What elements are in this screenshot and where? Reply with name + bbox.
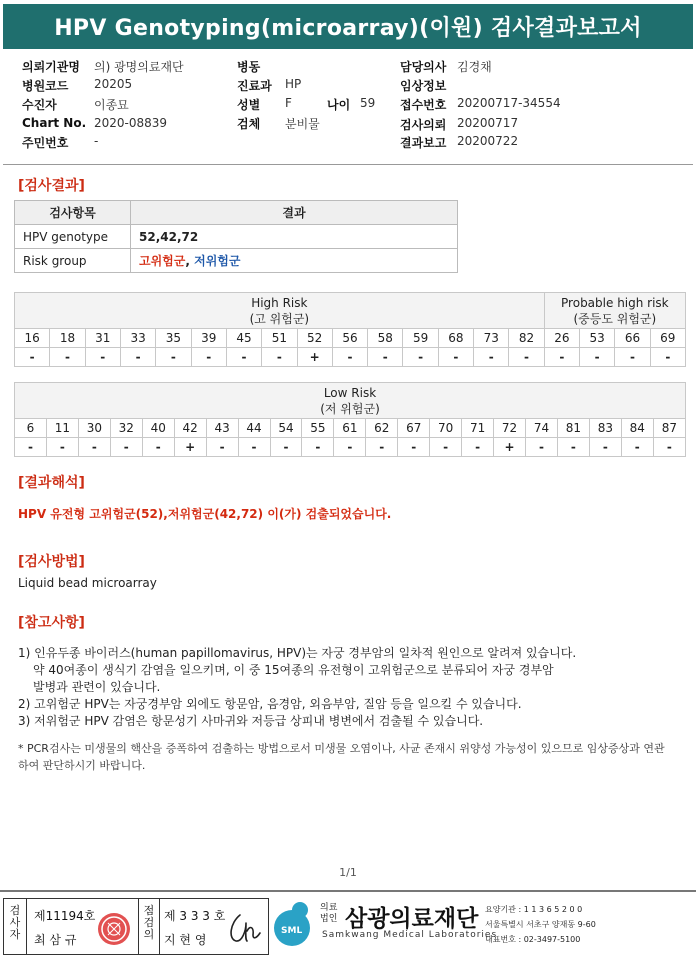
genotype-result-cell: - [142, 438, 174, 457]
genotype-type-cell: 39 [191, 329, 226, 348]
info-label: 접수번호 [400, 98, 447, 112]
divider [138, 899, 139, 954]
high-risk-header [15, 293, 545, 329]
genotype-type-cell: 66 [615, 329, 650, 348]
genotype-type-cell: 72 [494, 419, 526, 438]
info-label: 임상정보 [400, 79, 447, 93]
info-label: 결과보고 [400, 136, 447, 150]
genotype-result-cell: - [526, 438, 558, 457]
risk-label: Risk group [15, 249, 131, 273]
contact-address: 서울특별시 서초구 양재동 9-60 [485, 920, 596, 929]
seal-stamp [96, 911, 132, 947]
reviewer-name: 지 현 영 [164, 933, 207, 947]
info-value: 20200717 [457, 116, 519, 130]
info-value: HP [285, 77, 302, 91]
sml-logo-icon [270, 898, 318, 948]
genotype-type-cell: 44 [238, 419, 270, 438]
genotype-type-cell: 54 [270, 419, 302, 438]
genotype-result-cell: - [15, 348, 50, 367]
genotype-result-cell: - [403, 348, 438, 367]
genotype-result-cell: - [544, 348, 579, 367]
section-result-title: [검사결과] [18, 178, 85, 194]
genotype-type-cell: 59 [403, 329, 438, 348]
genotype-result-cell: - [238, 438, 270, 457]
genotype-type-cell: 58 [368, 329, 403, 348]
genotype-result-cell: - [621, 438, 653, 457]
genotype-result-cell: - [120, 348, 155, 367]
info-value: - [94, 134, 99, 148]
genotype-type-cell: 16 [15, 329, 50, 348]
genotype-result-cell: + [174, 438, 206, 457]
genotype-type-cell: 62 [366, 419, 398, 438]
high-risk-title-ko: (고 위험군) [249, 311, 310, 326]
info-label: 수진자 [22, 98, 57, 112]
genotype-result-cell: - [580, 348, 615, 367]
genotype-type-cell: 30 [78, 419, 110, 438]
info-label: 담당의사 [400, 60, 447, 74]
genotype-result-cell: - [509, 348, 544, 367]
info-label: 성별 [237, 98, 261, 112]
genotype-result-cell: - [191, 348, 226, 367]
genotype-result-cell: - [226, 348, 261, 367]
genotype-type-cell: 87 [653, 419, 685, 438]
high-types-row [15, 329, 686, 348]
genotype-result-cell: - [366, 438, 398, 457]
risk-value [131, 249, 458, 273]
genotype-type-cell: 61 [334, 419, 366, 438]
genotype-type-cell: 73 [474, 329, 509, 348]
genotype-type-cell: 74 [526, 419, 558, 438]
info-value: 김경채 [457, 60, 492, 74]
reviewer-number: 제 3 3 3 호 [164, 909, 226, 923]
genotype-type-cell: 40 [142, 419, 174, 438]
section-method-title: [검사방법] [18, 554, 85, 570]
info-label: 주민번호 [22, 136, 69, 150]
reference-line: 2) 고위험군 HPV는 자궁경부암 외에도 항문암, 음경암, 외음부암, 질암 등을 일으킬 수 있습니다. [18, 697, 522, 711]
genotype-type-cell: 18 [50, 329, 85, 348]
contact-phone: 대표번호 : 02-3497-5100 [485, 935, 581, 944]
genotype-type-cell: 42 [174, 419, 206, 438]
handwritten-signature [226, 909, 266, 947]
genotype-type-cell: 71 [462, 419, 494, 438]
reviewer-label: 점검의 [143, 904, 155, 941]
info-value: 의) 광명의료재단 [94, 60, 184, 74]
footer-divider [0, 890, 696, 892]
logo-text: SML [281, 926, 303, 936]
genotype-result-cell: - [78, 438, 110, 457]
section-reference-title: [참고사항] [18, 615, 85, 631]
org-prefix: 의료 법인 [320, 903, 338, 924]
genotype-result-cell: - [46, 438, 78, 457]
probable-risk-title-ko: (중등도 위험군) [573, 311, 657, 326]
high-risk-title: High Risk [251, 295, 308, 310]
genotype-result-cell: + [494, 438, 526, 457]
low-risk-title-ko: (저 위험군) [320, 401, 380, 416]
genotype-type-cell: 26 [544, 329, 579, 348]
genotype-result-cell: - [589, 438, 621, 457]
table-row [15, 249, 458, 273]
genotype-result-cell: - [462, 438, 494, 457]
genotype-type-cell: 84 [621, 419, 653, 438]
divider [159, 899, 160, 954]
genotype-type-cell: 83 [589, 419, 621, 438]
info-value: 20200717-34554 [457, 96, 561, 110]
info-label: 병동 [237, 60, 261, 74]
low-risk-table [14, 382, 686, 457]
genotype-type-cell: 82 [509, 329, 544, 348]
genotype-result-cell: - [615, 348, 650, 367]
org-name: 삼광의료재단 [345, 906, 479, 932]
info-value: 20205 [94, 77, 133, 91]
genotype-label: HPV genotype [15, 225, 131, 249]
genotype-result-cell: - [302, 438, 334, 457]
risk-separator: , [185, 254, 195, 268]
reference-line: 1) 인유두종 바이러스(human papillomavirus, HPV)는 자궁 경부암의 일차적 원인으로 알려져 있습니다. [18, 646, 577, 660]
genotype-result-cell: - [430, 438, 462, 457]
genotype-type-cell: 32 [110, 419, 142, 438]
genotype-type-cell: 33 [120, 329, 155, 348]
info-value: 분비물 [285, 117, 320, 131]
genotype-type-cell: 69 [650, 329, 685, 348]
genotype-result-cell: - [270, 438, 302, 457]
genotype-type-cell: 52 [297, 329, 332, 348]
reference-line: 3) 저위험군 HPV 감염은 항문성기 사마귀와 저등급 상피내 병변에서 검출될 수 있습니다. [18, 714, 484, 728]
org-english-name: Samkwang Medical Laboratories [322, 930, 498, 940]
genotype-result-cell: - [110, 438, 142, 457]
genotype-type-cell: 45 [226, 329, 261, 348]
genotype-type-cell: 11 [46, 419, 78, 438]
risk-high: 고위험군 [139, 254, 186, 268]
report-title: HPV Genotyping(microarray)(이원) 검사결과보고서 [3, 4, 693, 49]
high-results-row [15, 348, 686, 367]
genotype-result-cell: - [206, 438, 238, 457]
probable-risk-title: Probable high risk [561, 295, 669, 310]
genotype-type-cell: 55 [302, 419, 334, 438]
info-value: 이종묘 [94, 98, 129, 112]
high-risk-table [14, 292, 686, 367]
genotype-type-cell: 53 [580, 329, 615, 348]
low-results-row [15, 438, 686, 457]
genotype-result-cell: - [557, 438, 589, 457]
col-item-header: 검사항목 [15, 201, 131, 225]
info-label: 진료과 [237, 79, 272, 93]
genotype-result-cell: - [334, 438, 366, 457]
genotype-result-cell: + [297, 348, 332, 367]
interpretation-text: HPV 유전형 고위험군(52),저위험군(42,72) 이(가) 검출되었습니다. [18, 507, 392, 521]
divider [26, 899, 27, 954]
info-value: F [285, 96, 292, 110]
tester-label: 검사자 [9, 904, 21, 941]
genotype-type-cell: 56 [332, 329, 367, 348]
info-value: 2020-08839 [94, 116, 168, 130]
genotype-result-cell: - [474, 348, 509, 367]
low-risk-header [15, 383, 686, 419]
genotype-result-cell: - [85, 348, 120, 367]
probable-risk-header [544, 293, 685, 329]
genotype-type-cell: 51 [262, 329, 297, 348]
high-risk-header-row [15, 293, 686, 329]
method-text: Liquid bead microarray [18, 576, 157, 590]
signature-box [3, 898, 269, 955]
genotype-result-cell: - [156, 348, 191, 367]
divider [3, 164, 693, 165]
tester-number: 제11194호 [34, 909, 96, 923]
risk-low: 저위험군 [194, 254, 241, 268]
result-table [14, 200, 458, 273]
info-label: Chart No. [22, 116, 87, 130]
genotype-type-cell: 31 [85, 329, 120, 348]
low-risk-title: Low Risk [323, 385, 377, 400]
genotype-type-cell: 35 [156, 329, 191, 348]
info-label: 검체 [237, 117, 261, 131]
genotype-type-cell: 68 [438, 329, 473, 348]
genotype-result-cell: - [368, 348, 403, 367]
genotype-result-cell: - [50, 348, 85, 367]
genotype-result-cell: - [398, 438, 430, 457]
contact-code: 요양기관 : 1 1 3 6 5 2 0 0 [485, 905, 583, 914]
genotype-result-cell: - [332, 348, 367, 367]
reference-line: 약 40여종이 생식기 감염을 일으키며, 이 중 15여종의 유전형이 고위험군으로 분류되어 자궁 경부암 [33, 663, 554, 677]
info-label: 나이 [327, 98, 351, 112]
info-label: 검사의뢰 [400, 118, 447, 132]
section-interpretation-title: [결과해석] [18, 475, 85, 491]
table-header-row [15, 201, 458, 225]
page-number: 1/1 [339, 866, 357, 879]
info-label: 의뢰기관명 [22, 60, 80, 74]
low-types-row [15, 419, 686, 438]
genotype-type-cell: 6 [15, 419, 47, 438]
col-result-header: 결과 [131, 201, 458, 225]
genotype-type-cell: 70 [430, 419, 462, 438]
table-row [15, 225, 458, 249]
genotype-result-cell: - [262, 348, 297, 367]
genotype-result-cell: - [650, 348, 685, 367]
genotype-type-cell: 67 [398, 419, 430, 438]
genotype-type-cell: 81 [557, 419, 589, 438]
genotype-value: 52,42,72 [131, 225, 458, 249]
tester-name: 최 삼 규 [34, 933, 77, 947]
genotype-result-cell: - [15, 438, 47, 457]
reference-line: 발병과 관련이 있습니다. [33, 680, 161, 694]
low-risk-header-row [15, 383, 686, 419]
info-label: 병원코드 [22, 79, 69, 93]
genotype-result-cell: - [438, 348, 473, 367]
info-value: 20200722 [457, 134, 519, 148]
genotype-type-cell: 43 [206, 419, 238, 438]
genotype-result-cell: - [653, 438, 685, 457]
pcr-note: * PCR검사는 미생물의 핵산을 증폭하여 검출하는 방법으로서 미생물 오염이나, 사균 존재시 위양성 가능성이 있으므로 임상증상과 연관하여 판단하시기 바랍니다. [18, 742, 665, 772]
info-value: 59 [360, 96, 376, 110]
